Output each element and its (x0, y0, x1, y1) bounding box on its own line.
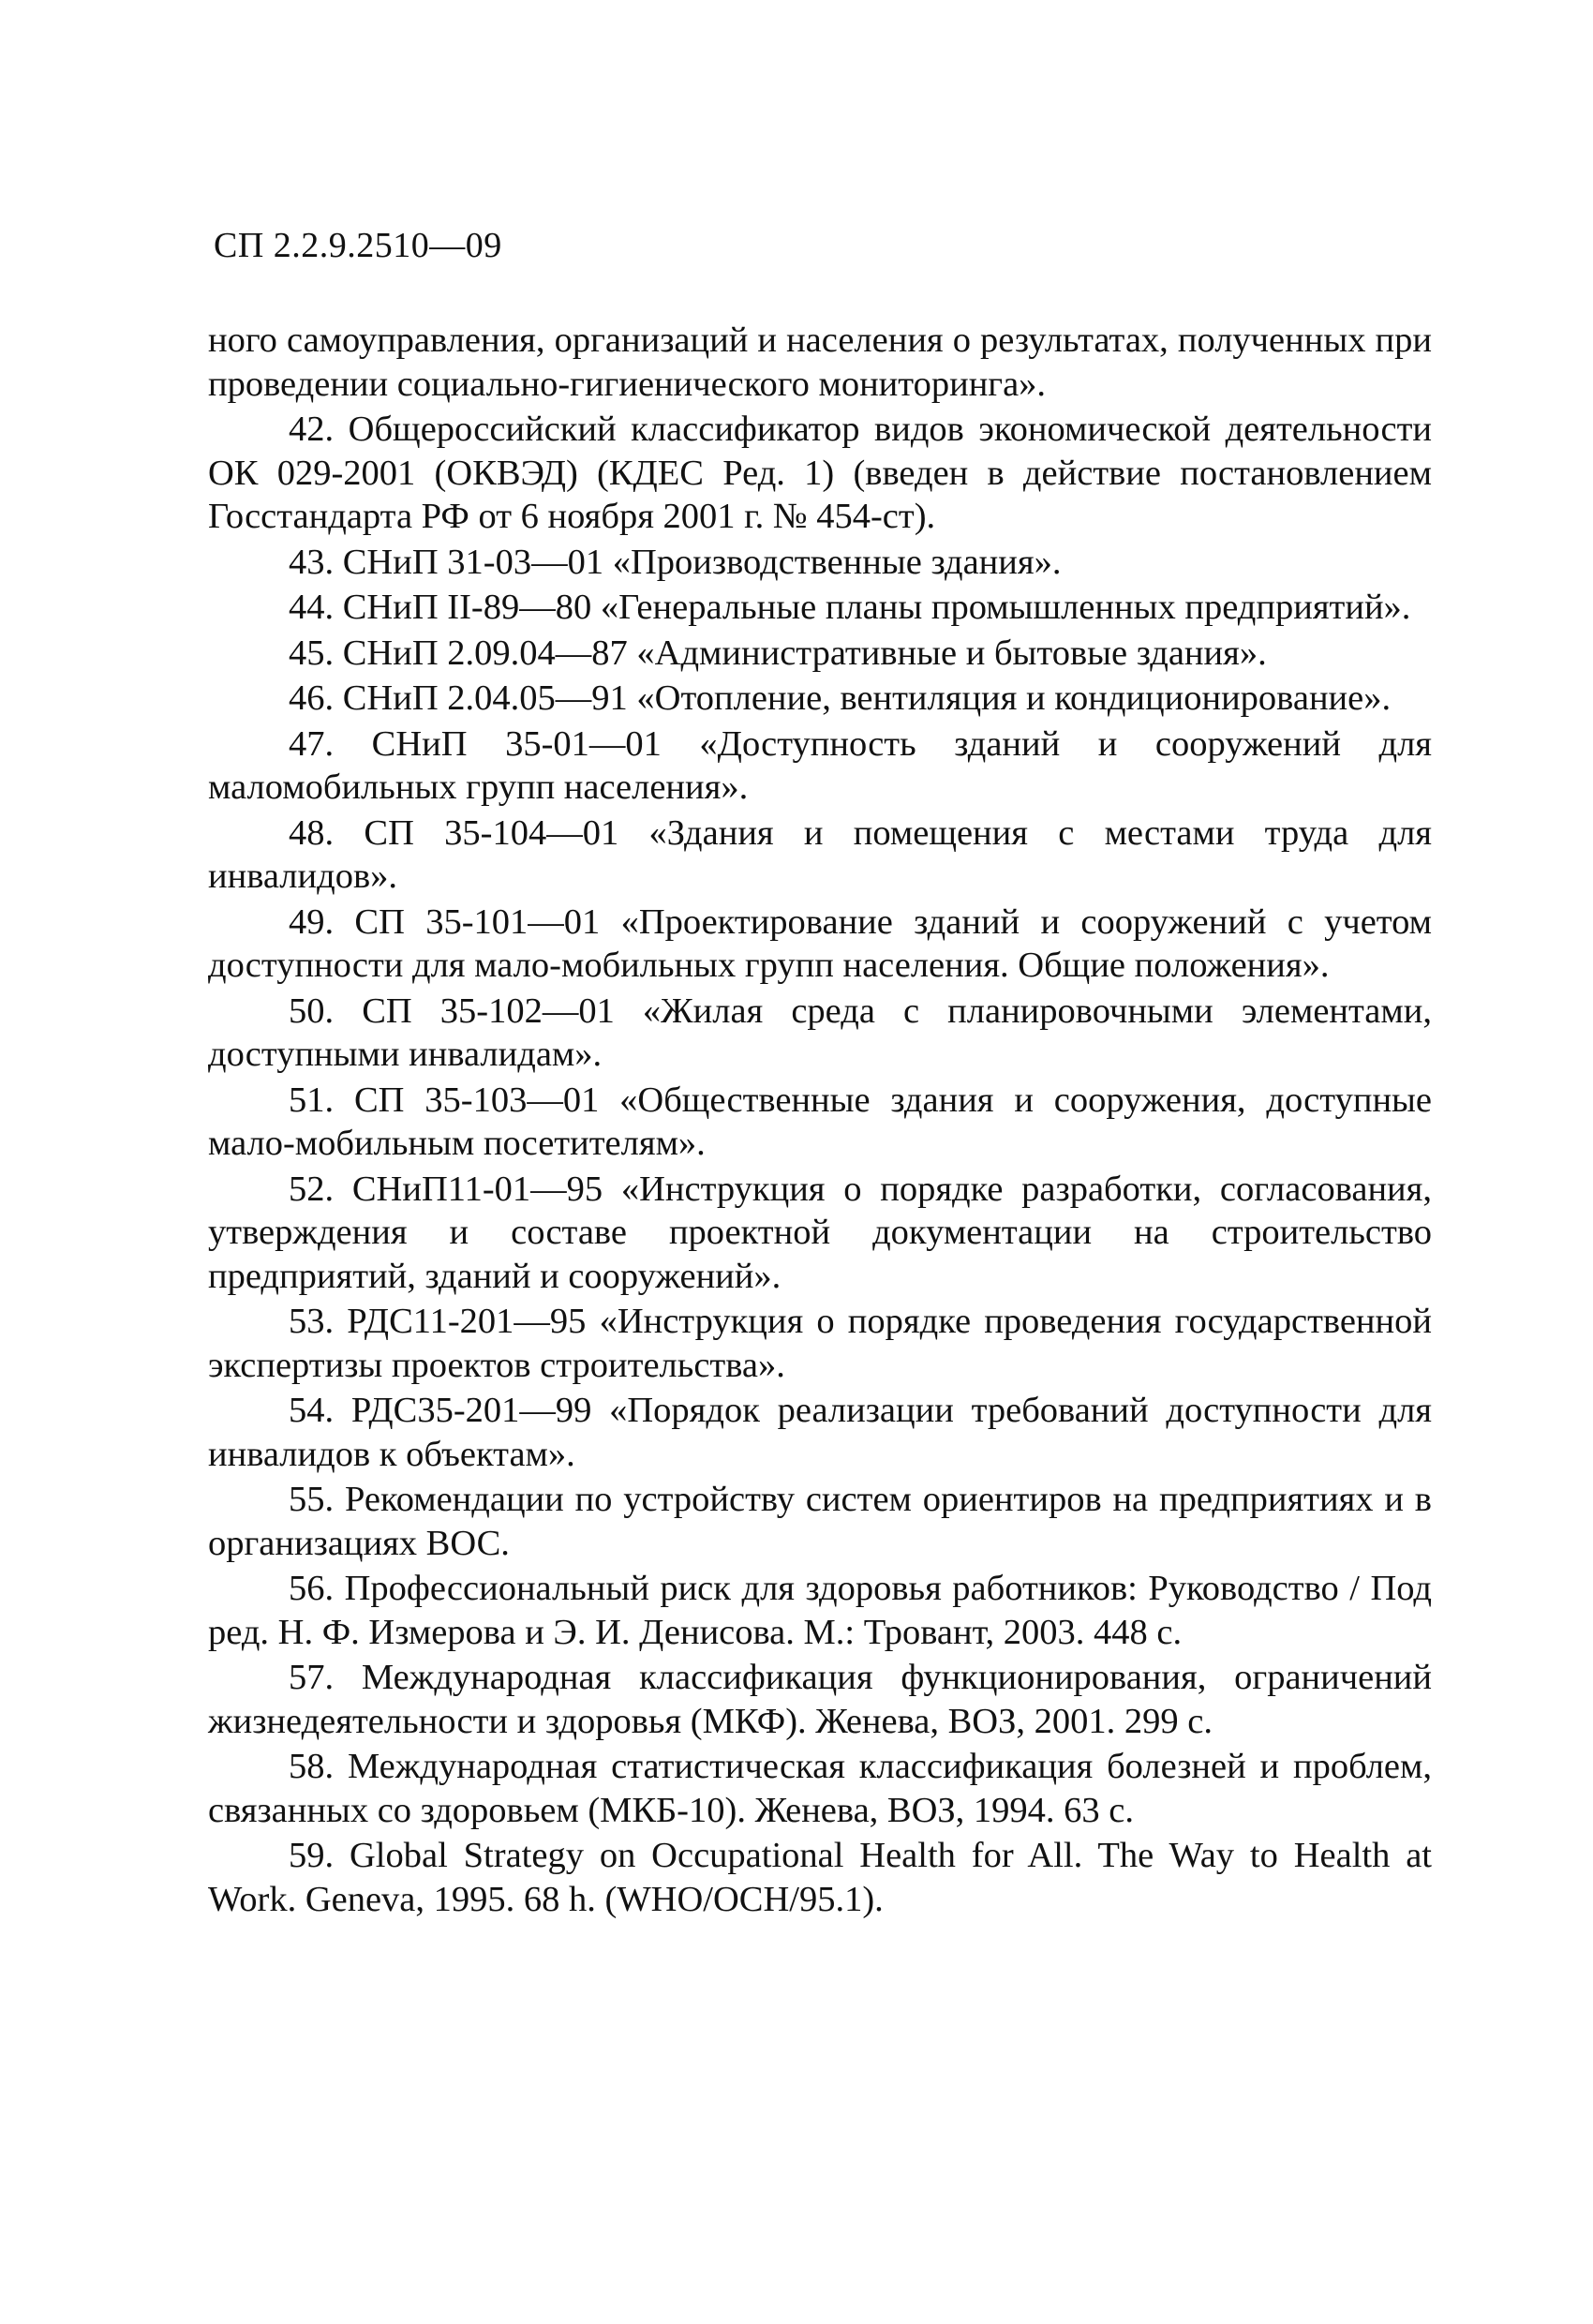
reference-item-42: 42. Общероссийский классификатор видов экономической деятельности ОК 029-2001 (ОКВЭД) (КДЕС Ред. 1) (введен в действие постановлением Госстандарта РФ от 6 ноября 2001 г. № 454-ст). (208, 410, 1432, 536)
reference-item-58: 58. Международная статистическая классификация болезней и проблем, связанных со здоровьем (МКБ-10). Женева, ВОЗ, 1994. 63 с. (208, 1747, 1432, 1830)
document-code-header: СП 2.2.9.2510—09 (214, 226, 502, 265)
reference-item-56: 56. Профессиональный риск для здоровья работников: Руководство / Под ред. Н. Ф. Измерова и Э. И. Денисова. М.: Тровант, 2003. 448 с. (208, 1569, 1432, 1652)
reference-item-49: 49. СП 35-101—01 «Проектирование зданий и сооружений с учетом доступности для мало-мобильных групп населения. Общие положения». (208, 901, 1432, 985)
reference-item-54: 54. РДС35-201—99 «Порядок реализации требований доступности для инвалидов к объектам». (208, 1391, 1432, 1474)
reference-list (208, 319, 1432, 1923)
reference-item-51: 51. СП 35-103—01 «Общественные здания и сооружения, доступные мало-мобильным посетителям». (208, 1080, 1432, 1163)
reference-item-44: 44. СНиП II-89—80 «Генеральные планы промышленных предприятий». (289, 588, 1411, 627)
continuation-paragraph: ного самоуправления, организаций и населения о результатах, полученных при проведении социально-гигиенического мониторинга». (208, 320, 1432, 404)
reference-item-48: 48. СП 35-104—01 «Здания и помещения с местами труда для инвалидов». (208, 812, 1432, 896)
reference-item-46: 46. СНиП 2.04.05—91 «Отопление, вентиляция и кондиционирование». (289, 678, 1392, 718)
reference-item-52: 52. СНиП11-01—95 «Инструкция о порядке разработки, согласования, утверждения и составе проектной документации на строительство предприятий, зданий и сооружений». (208, 1169, 1432, 1296)
reference-item-57: 57. Международная классификация функционирования, ограничений жизнедеятельности и здоровья (МКФ). Женева, ВОЗ, 2001. 299 с. (208, 1658, 1432, 1741)
reference-item-59: 59. Global Strategy on Occupational Health for All. The Way to Health at Work. Geneva, 1995. 68 h. (WHO/OCH/95.1). (208, 1836, 1432, 1919)
reference-item-50: 50. СП 35-102—01 «Жилая среда с планировочными элементами, доступными инвалидам». (208, 991, 1432, 1074)
reference-item-45: 45. СНиП 2.09.04—87 «Административные и бытовые здания». (289, 633, 1267, 673)
reference-item-47: 47. СНиП 35-01—01 «Доступность зданий и сооружений для маломобильных групп населения». (208, 723, 1432, 807)
reference-item-43: 43. СНиП 31-03—01 «Производственные здания». (289, 542, 1062, 582)
reference-item-55: 55. Рекомендации по устройству систем ориентиров на предприятиях и в организациях ВОС. (208, 1480, 1432, 1563)
reference-item-53: 53. РДС11-201—95 «Инструкция о порядке проведения государственной экспертизы проектов строительства». (208, 1302, 1432, 1385)
